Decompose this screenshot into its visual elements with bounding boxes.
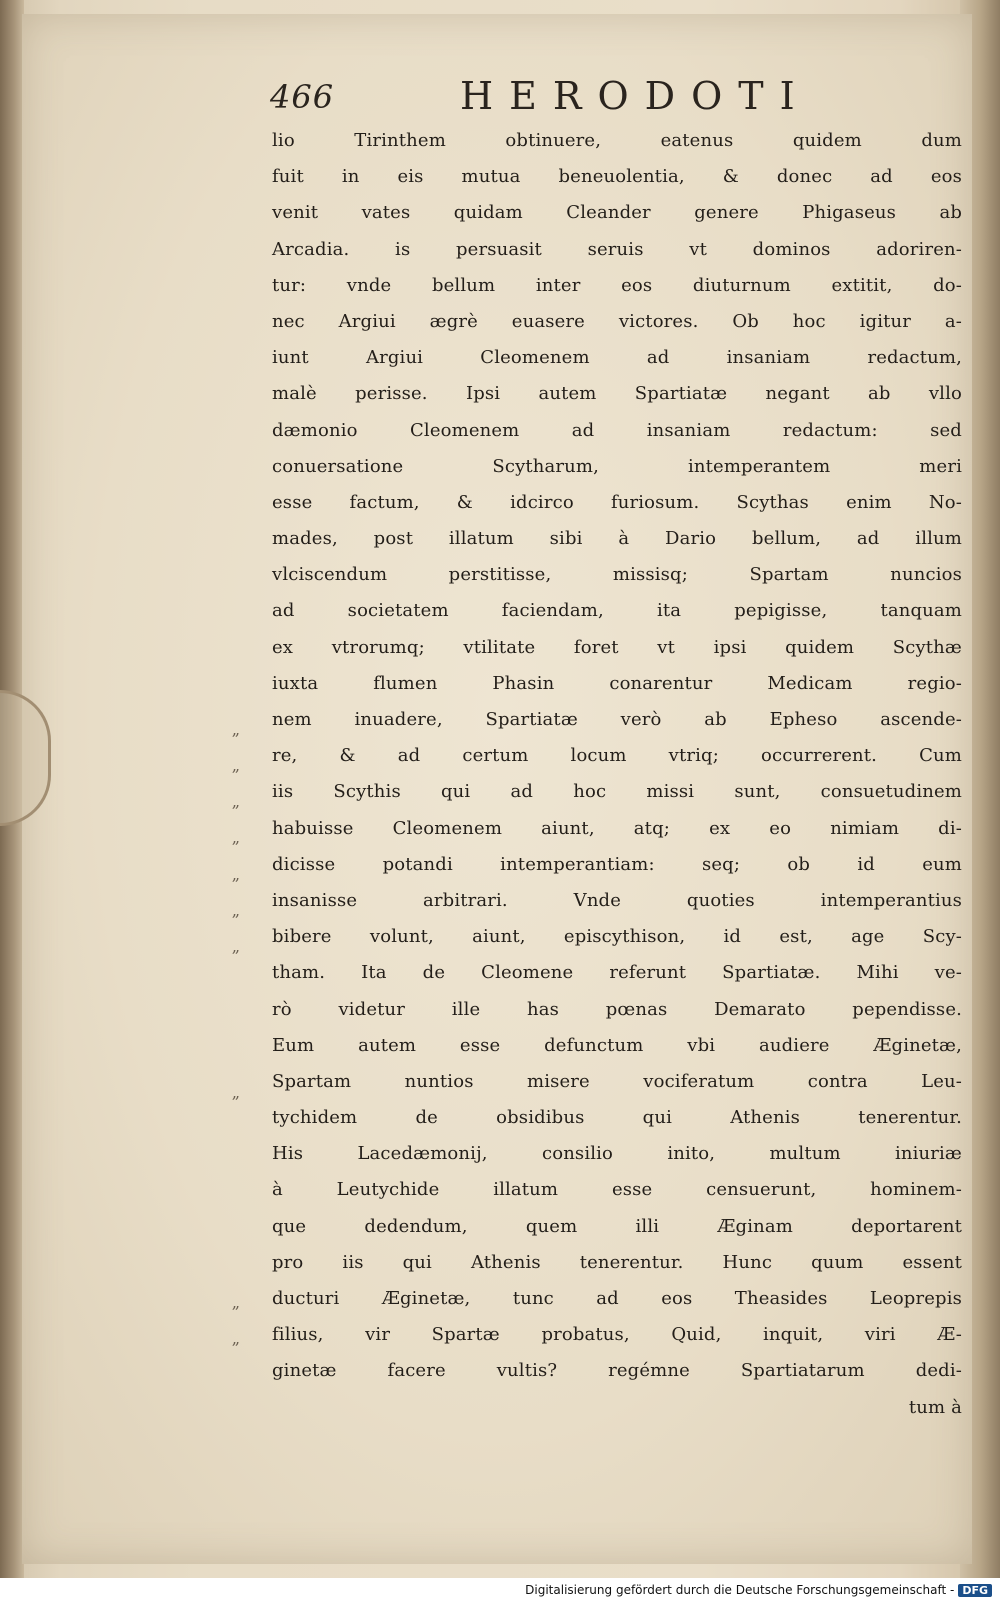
text-line: tum à <box>908 1396 962 1418</box>
text-line: que dedendum, quem illi Æginam deportarent <box>272 1215 962 1237</box>
margin-mark: „ <box>231 828 240 847</box>
text-line: His Lacedæmonij, consilio inito, multum iniuriæ <box>272 1143 962 1165</box>
text-line: à Leutychide illatum esse censuerunt, hominem- <box>272 1179 962 1201</box>
text-line: habuisse Cleomenem aiunt, atq; ex eo nimiam di- <box>272 817 962 839</box>
text-line: tham. Ita de Cleomene referunt Spartiatæ. Mihi ve- <box>272 962 962 984</box>
text-line: fuit in eis mutua beneuolentia, & donec ad eos <box>272 166 962 188</box>
page-number: 466 <box>270 78 335 116</box>
margin-mark: „ <box>231 865 240 884</box>
dfg-logo: DFG <box>958 1584 992 1597</box>
text-line: ducturi Æginetæ, tunc ad eos Theasides Leoprepis <box>272 1288 962 1309</box>
text-line: conuersatione Scytharum, intemperantem meri <box>272 455 962 477</box>
text-line: Spartam nuntios misere vociferatum contra Leu- <box>272 1070 962 1092</box>
text-line: filius, vir Spartæ probatus, Quid, inquit, viri Æ- <box>272 1324 962 1346</box>
margin-mark: „ <box>231 1329 240 1348</box>
text-line: vlciscendum perstitisse, missisq; Spartam nuncios <box>272 564 962 586</box>
text-line: Eum autem esse defunctum vbi audiere Æginetæ, <box>272 1034 962 1056</box>
text-line: tychidem de obsidibus qui Athenis tenerentur. <box>272 1107 962 1129</box>
funding-credit <box>525 1583 992 1597</box>
text-line: esse factum, & idcirco furiosum. Scythas enim No- <box>272 491 962 513</box>
page-header <box>270 70 970 130</box>
text-line: pro iis qui Athenis tenerentur. Hunc quum essent <box>272 1251 962 1273</box>
text-line: ad societatem faciendam, ita pepigisse, tanquam <box>272 600 962 622</box>
text-line: tur: vnde bellum inter eos diuturnum extitit, do- <box>272 274 962 296</box>
text-line: venit vates quidam Cleander genere Phigaseus ab <box>272 202 962 224</box>
text-line: ginetæ facere vultis? regémne Spartiatarum dedi- <box>272 1360 962 1382</box>
funding-credit-text: Digitalisierung gefördert durch die Deutsche Forschungsgemeinschaft - <box>525 1583 955 1597</box>
text-line: nem inuadere, Spartiatæ verò ab Epheso ascende- <box>272 709 962 730</box>
text-line: iunt Argiui Cleomenem ad insaniam redactum, <box>272 347 962 369</box>
text-line: mades, post illatum sibi à Dario bellum, ad illum <box>272 528 962 550</box>
margin-mark: „ <box>231 756 240 775</box>
text-line: nec Argiui ægrè euasere victores. Ob hoc igitur a- <box>272 310 962 332</box>
margin-mark: „ <box>231 937 240 956</box>
text-line: insanisse arbitrari. Vnde quoties intemperantius <box>272 889 962 911</box>
body-text <box>272 123 962 1426</box>
text-line: lio Tirinthem obtinuere, eatenus quidem dum <box>272 130 962 151</box>
text-line: dicisse potandi intemperantiam: seq; ob id eum <box>272 853 962 875</box>
margin-mark: „ <box>231 792 240 811</box>
text-line: rò videtur ille has pœnas Demarato pependisse. <box>272 998 962 1020</box>
footer-bar <box>0 1578 1000 1605</box>
text-line: dæmonio Cleomenem ad insaniam redactum: sed <box>272 419 962 441</box>
margin-mark: „ <box>231 901 240 920</box>
text-line: bibere volunt, aiunt, episcythison, id est, age Scy- <box>272 926 962 948</box>
text-line: iuxta flumen Phasin conarentur Medicam regio- <box>272 672 962 694</box>
margin-mark: „ <box>231 1293 240 1312</box>
margin-mark: „ <box>231 1083 240 1102</box>
text-line: re, & ad certum locum vtriq; occurrerent. Cum <box>272 745 962 767</box>
text-line: malè perisse. Ipsi autem Spartiatæ negant ab vllo <box>272 383 962 405</box>
text-line: Arcadia. is persuasit seruis vt dominos adoriren- <box>272 238 962 260</box>
text-line: iis Scythis qui ad hoc missi sunt, consuetudinem <box>272 781 962 803</box>
text-line: ex vtrorumq; vtilitate foret vt ipsi quidem Scythæ <box>272 636 962 658</box>
running-title: HERODOTI <box>460 74 811 118</box>
margin-mark: „ <box>231 720 240 739</box>
